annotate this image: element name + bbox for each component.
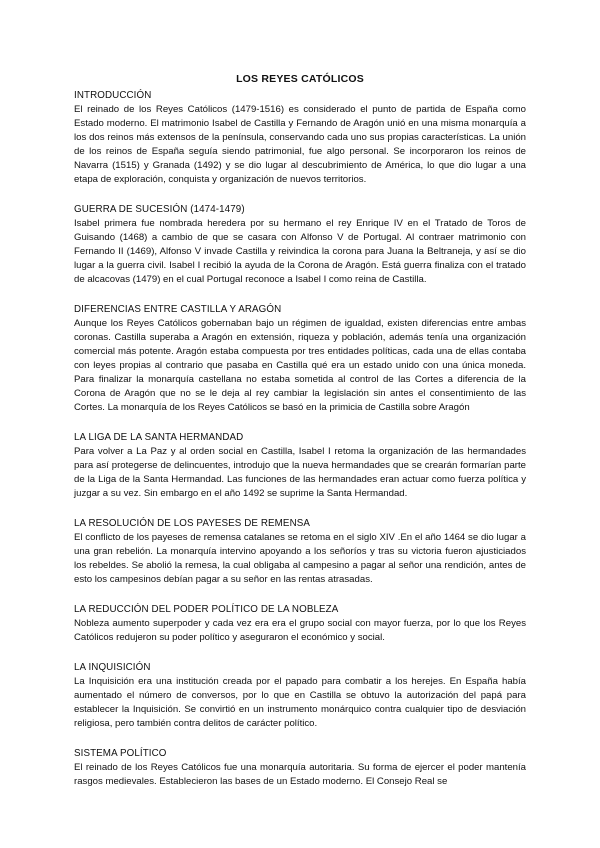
document-title: LOS REYES CATÓLICOS	[236, 73, 364, 85]
section-body: El conflicto de los payeses de remensa catalanes se retoma en el siglo XIV .En el año 1464 se dio lugar a una gran rebelión. La monarquía intervino apoyando a los señoríos y tras su victoria fueron ajusticiados los rebeldes. Se abolió la remesa, la cual obligaba al campesino a pagar al señor una rendición, antes de esto los campesinos debían pagar a su señor en las rentas atrasadas.	[74, 532, 526, 585]
section-inquisicion	[74, 661, 526, 731]
section-heading: LA LIGA DE LA SANTA HERMANDAD	[74, 432, 244, 443]
section-introduccion	[74, 89, 526, 187]
section-heading: DIFERENCIAS ENTRE CASTILLA Y ARAGÓN	[74, 304, 282, 315]
section-body: El reinado de los Reyes Católicos (1479-1516) es considerado el punto de partida de España como Estado moderno. El matrimonio Isabel de Castilla y Fernando de Aragón unió en una misma monarquía a los dos reinos más extensos de la península, conservando cada uno sus propias características. La unión de los reinos de España seguía siendo patrimonial, fue algo personal. Se incorporaron los reinos de Navarra (1515) y Granada (1492) y se dio lugar al descubrimiento de América, lo que dio lugar a una etapa de exploración, conquista y organización de nuevos territorios.	[74, 104, 526, 185]
section-body: Isabel primera fue nombrada heredera por su hermano el rey Enrique IV en el Tratado de Toros de Guisando (1468) a cambio de que se casara con Alfonso V de Portugal. Al contraer matrimonio con Fernando II (1469), Alfonso V invade Castilla y reivindica la corona para Juana la Beltraneja, y así se dio lugar a la guerra civil. Isabel I recibió la ayuda de la Corona de Aragón. Está guerra finaliza con el tratado de alcacovas (1479) en el cual Portugal reconoce a Isabel I como reina de Castilla.	[74, 218, 526, 285]
section-body: Nobleza aumento superpoder y cada vez era era el grupo social con mayor fuerza, por lo que los Reyes Católicos redujeron su poder político y aseguraron el económico y social.	[74, 618, 526, 643]
section-heading: LA INQUISICIÓN	[74, 662, 151, 673]
section-diferencias	[74, 303, 526, 415]
section-body: Aunque los Reyes Católicos gobernaban bajo un régimen de igualdad, existen diferencias entre ambas coronas. Castilla superaba a Aragón en extensión, riqueza y población, además tenía una organización comercial más potente. Aragón estaba compuesta por tres entidades políticas, cada una de ellas contaba con leyes propias al contrario que pasaba en Castilla qué era un estado unido con una única moneda. Para finalizar la monarquía castellana no estaba sometida al control de las Cortes a diferencia de la Corona de Aragón que no se le deja al rey cambiar la legislación sin antes el consentimiento de las Cortes. La monarquía de los Reyes Católicos se basó en la primicia de Castilla sobre Aragón	[74, 318, 526, 413]
section-heading: INTRODUCCIÓN	[74, 90, 152, 101]
section-heading: SISTEMA POLÍTICO	[74, 748, 167, 759]
section-sistema-politico	[74, 747, 526, 789]
section-body: Para volver a La Paz y al orden social en Castilla, Isabel I retoma la organización de las hermandades para así protegerse de delincuentes, introdujo que la nueva hermandades que se crearán formarían parte de la Liga de la Santa Hermandad. Las funciones de las hermandades eran actuar como fuerza política y juzgar a su vez. Sin embargo en el año 1492 se suprime la Santa Hermandad.	[74, 446, 526, 499]
section-body: El reinado de los Reyes Católicos fue una monarquía autoritaria. Su forma de ejercer el poder mantenía rasgos medievales. Establecieron las bases de un Estado moderno. El Consejo Real se	[74, 762, 526, 787]
section-santa-hermandad	[74, 431, 526, 501]
section-heading: GUERRA DE SUCESIÓN (1474-1479)	[74, 204, 245, 215]
section-heading: LA REDUCCIÓN DEL PODER POLÍTICO DE LA NOBLEZA	[74, 604, 339, 615]
section-nobleza	[74, 603, 526, 645]
section-guerra-de-sucesion	[74, 203, 526, 287]
section-heading: LA RESOLUCIÓN DE LOS PAYESES DE REMENSA	[74, 518, 311, 529]
section-payeses-de-remensa	[74, 517, 526, 587]
section-body: La Inquisición era una institución creada por el papado para combatir a los herejes. En España había aumentado el número de conversos, por lo que en Castilla se obtuvo la autorización del papá para establecer la Inquisición. Se convirtió en un instrumento monárquico contra cualquier tipo de desviación religiosa, pero también contra delitos de carácter político.	[74, 676, 526, 729]
